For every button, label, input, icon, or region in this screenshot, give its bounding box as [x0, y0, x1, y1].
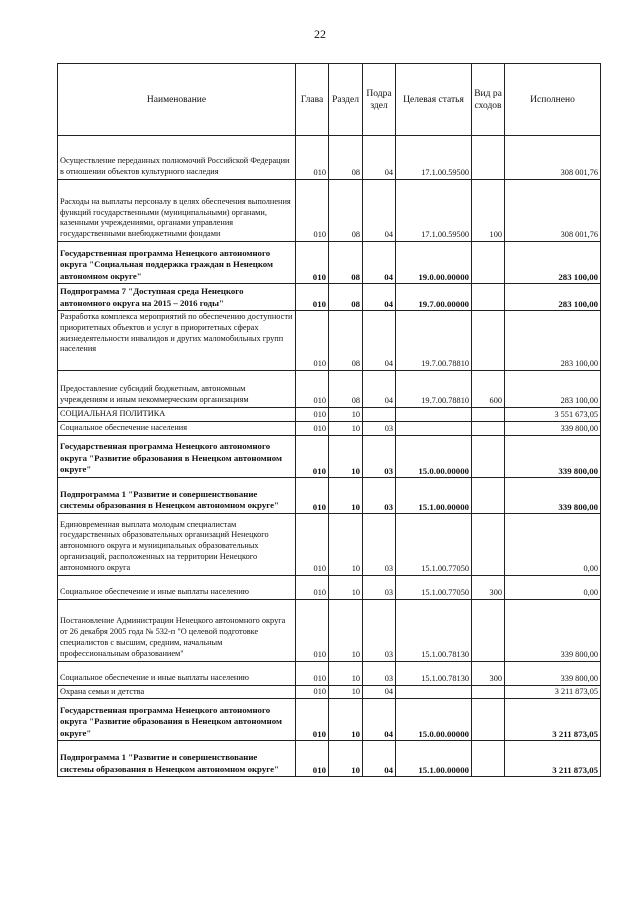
cell-podrazdel: 03: [363, 513, 396, 575]
cell-podrazdel: 03: [363, 435, 396, 477]
table-row: [58, 284, 601, 311]
table-row: [58, 180, 601, 242]
cell-podrazdel: 03: [363, 661, 396, 685]
cell-celevaya: 19.7.00.78810: [396, 311, 472, 371]
cell-name: Социальное обеспечение населения: [58, 421, 296, 435]
table-row: [58, 513, 601, 575]
cell-ispolneno: 308 001,76: [505, 136, 601, 180]
table-row: [58, 136, 601, 180]
cell-podrazdel: [363, 408, 396, 422]
cell-ispolneno: 339 800,00: [505, 477, 601, 513]
table-row: [58, 661, 601, 685]
header-name: Наименование: [58, 64, 296, 136]
cell-razdel: 08: [329, 136, 363, 180]
cell-ispolneno: 283 100,00: [505, 311, 601, 371]
cell-razdel: 10: [329, 575, 363, 599]
cell-vid: 600: [472, 371, 505, 408]
cell-razdel: 10: [329, 685, 363, 699]
cell-name: Охрана семьи и детства: [58, 685, 296, 699]
cell-glava: 010: [296, 685, 329, 699]
table-row: [58, 435, 601, 477]
cell-celevaya: 15.1.00.78130: [396, 599, 472, 661]
cell-celevaya: 19.7.00.78810: [396, 371, 472, 408]
cell-glava: 010: [296, 599, 329, 661]
cell-vid: [472, 408, 505, 422]
cell-name: СОЦИАЛЬНАЯ ПОЛИТИКА: [58, 408, 296, 422]
table-row: [58, 371, 601, 408]
cell-vid: 100: [472, 180, 505, 242]
page-number: 22: [314, 27, 326, 41]
cell-ispolneno: 3 211 873,05: [505, 699, 601, 741]
cell-vid: [472, 699, 505, 741]
cell-celevaya: 17.1.00.59500: [396, 180, 472, 242]
cell-podrazdel: 04: [363, 371, 396, 408]
table-row: [58, 685, 601, 699]
budget-execution-table: [57, 63, 601, 777]
cell-glava: 010: [296, 477, 329, 513]
cell-glava: 010: [296, 741, 329, 777]
cell-razdel: 08: [329, 371, 363, 408]
cell-celevaya: 15.1.00.78130: [396, 661, 472, 685]
cell-vid: 300: [472, 575, 505, 599]
cell-glava: 010: [296, 284, 329, 311]
cell-glava: 010: [296, 699, 329, 741]
cell-glava: 010: [296, 408, 329, 422]
cell-glava: 010: [296, 371, 329, 408]
cell-name: Подпрограмма 7 "Доступная среда Ненецкого автономного округа на 2015 – 2016 годы": [58, 284, 296, 311]
cell-vid: [472, 284, 505, 311]
cell-name: Расходы на выплаты персоналу в целях обеспечения выполнения функций государственными (муниципальными) органами, казенными учреждениями, органами управления государственными внебюджетными фондами: [58, 180, 296, 242]
cell-glava: 010: [296, 513, 329, 575]
cell-ispolneno: 3 551 673,05: [505, 408, 601, 422]
cell-ispolneno: 3 211 873,05: [505, 741, 601, 777]
cell-razdel: 10: [329, 435, 363, 477]
cell-ispolneno: 308 001,76: [505, 180, 601, 242]
cell-celevaya: [396, 685, 472, 699]
cell-razdel: 10: [329, 513, 363, 575]
cell-ispolneno: 283 100,00: [505, 242, 601, 284]
cell-glava: 010: [296, 661, 329, 685]
header-podrazdel: Подраздел: [363, 64, 396, 136]
cell-name: Подпрограмма 1 "Развитие и совершенствование системы образования в Ненецком автономном округе": [58, 741, 296, 777]
cell-glava: 010: [296, 575, 329, 599]
cell-razdel: 10: [329, 477, 363, 513]
header-ispolneno: Исполнено: [505, 64, 601, 136]
table-row: [58, 599, 601, 661]
cell-vid: [472, 513, 505, 575]
header-celevaya: Целевая статья: [396, 64, 472, 136]
cell-name: Осуществление переданных полномочий Российской Федерации в отношении объектов культурного наследия: [58, 136, 296, 180]
header-glava: Глава: [296, 64, 329, 136]
cell-razdel: 08: [329, 284, 363, 311]
cell-name: Разработка комплекса мероприятий по обеспечению доступности приоритетных объектов и услуг в приоритетных сферах жизнедеятельности инвалидов и других маломобильных групп населения: [58, 311, 296, 371]
cell-vid: [472, 741, 505, 777]
cell-celevaya: 15.1.00.00000: [396, 741, 472, 777]
cell-razdel: 10: [329, 741, 363, 777]
cell-ispolneno: 339 800,00: [505, 421, 601, 435]
cell-ispolneno: 339 800,00: [505, 435, 601, 477]
cell-podrazdel: 03: [363, 477, 396, 513]
table-row: [58, 242, 601, 284]
cell-vid: [472, 136, 505, 180]
cell-vid: [472, 435, 505, 477]
cell-glava: 010: [296, 311, 329, 371]
cell-razdel: 10: [329, 408, 363, 422]
cell-celevaya: 15.0.00.00000: [396, 699, 472, 741]
cell-celevaya: 15.1.00.77050: [396, 513, 472, 575]
cell-name: Государственная программа Ненецкого автономного округа "Развитие образования в Ненецком автономном округе": [58, 435, 296, 477]
cell-vid: 300: [472, 661, 505, 685]
cell-vid: [472, 242, 505, 284]
cell-podrazdel: 03: [363, 421, 396, 435]
cell-podrazdel: 03: [363, 599, 396, 661]
cell-razdel: 08: [329, 311, 363, 371]
cell-razdel: 10: [329, 699, 363, 741]
cell-ispolneno: 339 800,00: [505, 661, 601, 685]
cell-celevaya: 15.1.00.77050: [396, 575, 472, 599]
table-row: [58, 421, 601, 435]
cell-razdel: 10: [329, 421, 363, 435]
cell-name: Социальное обеспечение и иные выплаты населению: [58, 575, 296, 599]
table-row: [58, 699, 601, 741]
cell-podrazdel: 04: [363, 180, 396, 242]
cell-name: Единовременная выплата молодым специалистам государственных образовательных организаций Ненецкого автономного округа и муниципальных образовательных организаций, расположенных на территории Ненецкого автономного округа: [58, 513, 296, 575]
cell-podrazdel: 04: [363, 685, 396, 699]
table-row: [58, 311, 601, 371]
cell-name: Постановление Администрации Ненецкого автономного округа от 26 декабря 2005 года № 532-п "О целевой подготовке специалистов с высшим, средним, начальным профессиональным образованием": [58, 599, 296, 661]
cell-ispolneno: 0,00: [505, 513, 601, 575]
cell-celevaya: [396, 408, 472, 422]
header-vid: Вид расходов: [472, 64, 505, 136]
table-row: [58, 741, 601, 777]
cell-podrazdel: 04: [363, 284, 396, 311]
header-razdel: Раздел: [329, 64, 363, 136]
cell-celevaya: [396, 421, 472, 435]
cell-ispolneno: 339 800,00: [505, 599, 601, 661]
cell-razdel: 10: [329, 661, 363, 685]
cell-glava: 010: [296, 435, 329, 477]
cell-glava: 010: [296, 180, 329, 242]
cell-vid: [472, 421, 505, 435]
cell-celevaya: 19.7.00.00000: [396, 284, 472, 311]
cell-ispolneno: 283 100,00: [505, 284, 601, 311]
cell-podrazdel: 04: [363, 136, 396, 180]
cell-ispolneno: 283 100,00: [505, 371, 601, 408]
cell-name: Предоставление субсидий бюджетным, автономным учреждениям и иным некоммерческим организациям: [58, 371, 296, 408]
cell-podrazdel: 03: [363, 575, 396, 599]
cell-razdel: 10: [329, 599, 363, 661]
cell-vid: [472, 599, 505, 661]
cell-celevaya: 19.0.00.00000: [396, 242, 472, 284]
table-header-row: [58, 64, 601, 136]
cell-ispolneno: 3 211 873,05: [505, 685, 601, 699]
cell-name: Государственная программа Ненецкого автономного округа "Развитие образования в Ненецком автономном округе": [58, 699, 296, 741]
cell-vid: [472, 477, 505, 513]
cell-glava: 010: [296, 136, 329, 180]
table-row: [58, 575, 601, 599]
cell-celevaya: 15.1.00.00000: [396, 477, 472, 513]
cell-glava: 010: [296, 421, 329, 435]
cell-celevaya: 15.0.00.00000: [396, 435, 472, 477]
table-row: [58, 408, 601, 422]
cell-podrazdel: 04: [363, 741, 396, 777]
cell-podrazdel: 04: [363, 242, 396, 284]
cell-podrazdel: 04: [363, 699, 396, 741]
cell-ispolneno: 0,00: [505, 575, 601, 599]
cell-name: Подпрограмма 1 "Развитие и совершенствование системы образования в Ненецком автономном округе": [58, 477, 296, 513]
cell-celevaya: 17.1.00.59500: [396, 136, 472, 180]
cell-podrazdel: 04: [363, 311, 396, 371]
cell-razdel: 08: [329, 242, 363, 284]
table-row: [58, 477, 601, 513]
cell-name: Государственная программа Ненецкого автономного округа "Социальная поддержка граждан в Ненецком автономном округе": [58, 242, 296, 284]
cell-vid: [472, 311, 505, 371]
cell-vid: [472, 685, 505, 699]
cell-name: Социальное обеспечение и иные выплаты населению: [58, 661, 296, 685]
cell-razdel: 08: [329, 180, 363, 242]
cell-glava: 010: [296, 242, 329, 284]
